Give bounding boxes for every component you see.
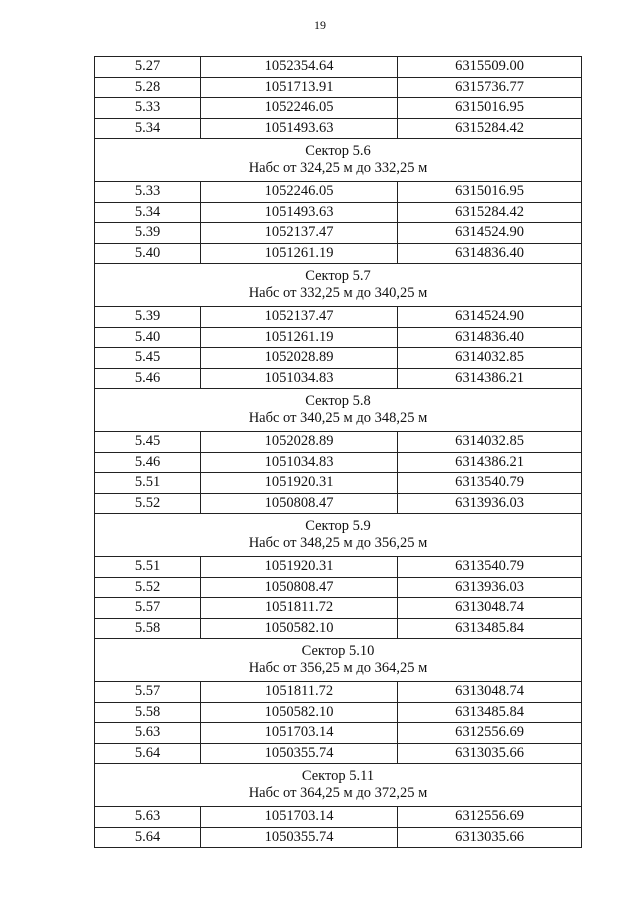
table-row (95, 743, 582, 764)
y-coordinate-cell: 6313936.03 (398, 577, 582, 598)
table-row (95, 493, 582, 514)
table-row (95, 827, 582, 848)
table-row (95, 577, 582, 598)
sector-title: Сектор 5.9 (305, 517, 371, 534)
sector-title: Сектор 5.10 (301, 642, 375, 659)
x-coordinate-cell: 1051261.19 (201, 327, 398, 348)
x-coordinate-cell: 1050582.10 (201, 702, 398, 723)
x-coordinate-cell: 1051920.31 (201, 557, 398, 578)
point-number-cell: 5.52 (95, 577, 201, 598)
y-coordinate-cell: 6314524.90 (398, 307, 582, 328)
y-coordinate-cell: 6312556.69 (398, 807, 582, 828)
x-coordinate-cell: 1051811.72 (201, 598, 398, 619)
y-coordinate-cell: 6313035.66 (398, 827, 582, 848)
x-coordinate-cell: 1052246.05 (201, 182, 398, 203)
point-number-cell: 5.52 (95, 493, 201, 514)
y-coordinate-cell: 6315736.77 (398, 77, 582, 98)
table-row (95, 243, 582, 264)
x-coordinate-cell: 1051493.63 (201, 118, 398, 139)
x-coordinate-cell: 1051034.83 (201, 452, 398, 473)
sector-altitude-range: Набс от 364,25 м до 372,25 м (248, 784, 428, 801)
point-number-cell: 5.46 (95, 452, 201, 473)
point-number-cell: 5.34 (95, 202, 201, 223)
point-number-cell: 5.45 (95, 432, 201, 453)
sector-header-row (95, 764, 582, 807)
point-number-cell: 5.58 (95, 702, 201, 723)
table-row (95, 473, 582, 494)
point-number-cell: 5.57 (95, 682, 201, 703)
coordinates-table (94, 56, 582, 848)
point-number-cell: 5.63 (95, 723, 201, 744)
point-number-cell: 5.28 (95, 77, 201, 98)
sector-altitude-range: Набс от 332,25 м до 340,25 м (248, 284, 428, 301)
x-coordinate-cell: 1051261.19 (201, 243, 398, 264)
point-number-cell: 5.39 (95, 223, 201, 244)
sector-title: Сектор 5.11 (301, 767, 375, 784)
sector-altitude-range: Набс от 324,25 м до 332,25 м (248, 159, 428, 176)
table-row (95, 807, 582, 828)
x-coordinate-cell: 1051920.31 (201, 473, 398, 494)
y-coordinate-cell: 6313540.79 (398, 557, 582, 578)
point-number-cell: 5.51 (95, 557, 201, 578)
y-coordinate-cell: 6315284.42 (398, 202, 582, 223)
y-coordinate-cell: 6314386.21 (398, 368, 582, 389)
point-number-cell: 5.40 (95, 243, 201, 264)
x-coordinate-cell: 1051034.83 (201, 368, 398, 389)
sector-header (95, 264, 582, 307)
y-coordinate-cell: 6315284.42 (398, 118, 582, 139)
x-coordinate-cell: 1050582.10 (201, 618, 398, 639)
sector-header-row (95, 139, 582, 182)
sector-header-row (95, 264, 582, 307)
table-row (95, 98, 582, 119)
sector-title: Сектор 5.6 (305, 142, 371, 159)
y-coordinate-cell: 6314836.40 (398, 327, 582, 348)
point-number-cell: 5.40 (95, 327, 201, 348)
y-coordinate-cell: 6313485.84 (398, 618, 582, 639)
page-number: 19 (314, 18, 326, 32)
sector-title: Сектор 5.7 (305, 267, 371, 284)
point-number-cell: 5.33 (95, 182, 201, 203)
y-coordinate-cell: 6314386.21 (398, 452, 582, 473)
table-row (95, 557, 582, 578)
table-row (95, 452, 582, 473)
point-number-cell: 5.64 (95, 827, 201, 848)
x-coordinate-cell: 1052246.05 (201, 98, 398, 119)
y-coordinate-cell: 6313936.03 (398, 493, 582, 514)
table-row (95, 432, 582, 453)
x-coordinate-cell: 1050355.74 (201, 827, 398, 848)
x-coordinate-cell: 1052137.47 (201, 307, 398, 328)
x-coordinate-cell: 1051703.14 (201, 723, 398, 744)
point-number-cell: 5.64 (95, 743, 201, 764)
y-coordinate-cell: 6315509.00 (398, 57, 582, 78)
y-coordinate-cell: 6313485.84 (398, 702, 582, 723)
sector-header-row (95, 514, 582, 557)
sector-header (95, 514, 582, 557)
x-coordinate-cell: 1052137.47 (201, 223, 398, 244)
point-number-cell: 5.45 (95, 348, 201, 369)
x-coordinate-cell: 1052354.64 (201, 57, 398, 78)
y-coordinate-cell: 6313035.66 (398, 743, 582, 764)
table-row (95, 368, 582, 389)
point-number-cell: 5.27 (95, 57, 201, 78)
point-number-cell: 5.51 (95, 473, 201, 494)
table-row (95, 327, 582, 348)
table-row (95, 223, 582, 244)
y-coordinate-cell: 6314032.85 (398, 432, 582, 453)
y-coordinate-cell: 6313540.79 (398, 473, 582, 494)
table-row (95, 348, 582, 369)
sector-header (95, 764, 582, 807)
table-row (95, 702, 582, 723)
y-coordinate-cell: 6313048.74 (398, 598, 582, 619)
x-coordinate-cell: 1051493.63 (201, 202, 398, 223)
point-number-cell: 5.57 (95, 598, 201, 619)
x-coordinate-cell: 1050355.74 (201, 743, 398, 764)
x-coordinate-cell: 1051713.91 (201, 77, 398, 98)
point-number-cell: 5.33 (95, 98, 201, 119)
table-row (95, 618, 582, 639)
sector-header-row (95, 389, 582, 432)
x-coordinate-cell: 1050808.47 (201, 493, 398, 514)
y-coordinate-cell: 6313048.74 (398, 682, 582, 703)
table-row (95, 307, 582, 328)
table-row (95, 77, 582, 98)
sector-header (95, 389, 582, 432)
y-coordinate-cell: 6315016.95 (398, 182, 582, 203)
table-row (95, 598, 582, 619)
y-coordinate-cell: 6315016.95 (398, 98, 582, 119)
x-coordinate-cell: 1051703.14 (201, 807, 398, 828)
table-row (95, 182, 582, 203)
sector-header-row (95, 639, 582, 682)
x-coordinate-cell: 1052028.89 (201, 432, 398, 453)
sector-altitude-range: Набс от 348,25 м до 356,25 м (248, 534, 428, 551)
table-row (95, 202, 582, 223)
y-coordinate-cell: 6314836.40 (398, 243, 582, 264)
coordinates-table-body (95, 57, 582, 848)
table-row (95, 682, 582, 703)
point-number-cell: 5.39 (95, 307, 201, 328)
point-number-cell: 5.63 (95, 807, 201, 828)
table-row (95, 723, 582, 744)
sector-header (95, 139, 582, 182)
sector-altitude-range: Набс от 340,25 м до 348,25 м (248, 409, 428, 426)
table-row (95, 118, 582, 139)
x-coordinate-cell: 1051811.72 (201, 682, 398, 703)
y-coordinate-cell: 6314524.90 (398, 223, 582, 244)
y-coordinate-cell: 6314032.85 (398, 348, 582, 369)
point-number-cell: 5.46 (95, 368, 201, 389)
y-coordinate-cell: 6312556.69 (398, 723, 582, 744)
point-number-cell: 5.34 (95, 118, 201, 139)
x-coordinate-cell: 1052028.89 (201, 348, 398, 369)
x-coordinate-cell: 1050808.47 (201, 577, 398, 598)
sector-header (95, 639, 582, 682)
point-number-cell: 5.58 (95, 618, 201, 639)
sector-altitude-range: Набс от 356,25 м до 364,25 м (248, 659, 428, 676)
table-row (95, 57, 582, 78)
sector-title: Сектор 5.8 (305, 392, 371, 409)
